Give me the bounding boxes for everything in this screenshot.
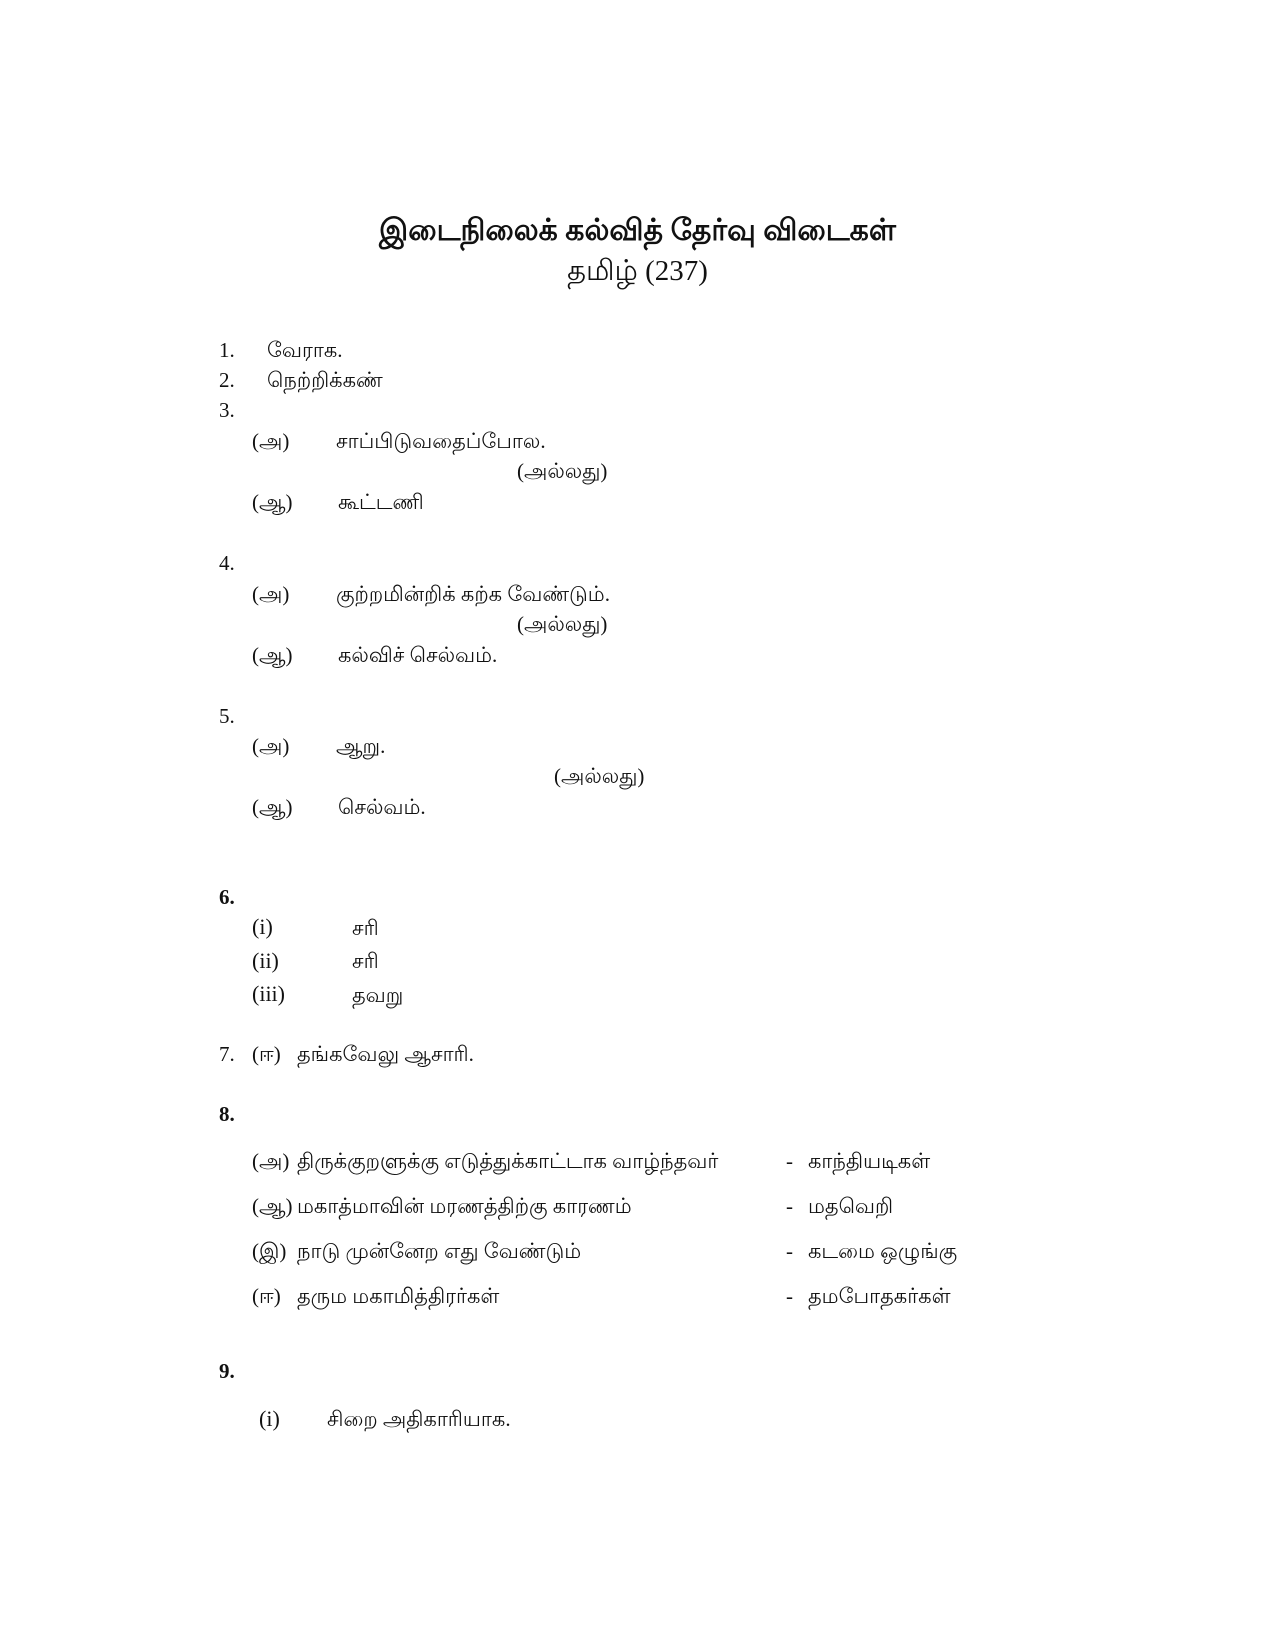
page-title: இடைநிலைக் கல்வித் தேர்வு விடைகள் [379, 214, 896, 247]
question-number: 1. [219, 338, 235, 362]
match-left-text: தரும மகாமித்திரர்கள் [297, 1284, 500, 1308]
or-separator: (அல்லது) [517, 612, 608, 636]
option-label: (அ) [252, 734, 290, 758]
match-dash: - [786, 1284, 793, 1308]
option-label: (ஆ) [252, 643, 293, 667]
answer-text: ஆறு. [336, 734, 386, 758]
match-dash: - [786, 1194, 793, 1218]
answer-text: சாப்பிடுவதைப்போல. [336, 429, 546, 453]
option-label: (அ) [252, 582, 290, 606]
answer-text: தவறு [352, 983, 404, 1007]
option-label: (ii) [252, 948, 279, 973]
answer-text: வேராக. [267, 338, 343, 362]
question-number: 3. [219, 398, 235, 422]
answer-text: நெற்றிக்கண் [267, 368, 383, 392]
answer-text: செல்வம். [338, 795, 426, 819]
or-separator: (அல்லது) [517, 459, 608, 483]
option-label: (i) [259, 1406, 280, 1431]
option-label: (ஆ) [252, 490, 293, 514]
page-subtitle: தமிழ் (237) [567, 255, 708, 287]
question-number: 9. [219, 1359, 235, 1383]
match-right-text: கடமை ஒழுங்கு [808, 1239, 958, 1263]
or-separator: (அல்லது) [554, 764, 645, 788]
match-left-text: மகாத்மாவின் மரணத்திற்கு காரணம் [297, 1194, 632, 1218]
match-right-text: மதவெறி [808, 1194, 894, 1218]
answer-text: கூட்டணி [338, 490, 424, 514]
question-number: 6. [219, 885, 235, 909]
option-label: (ஈ) [252, 1042, 281, 1066]
option-label: (ஈ) [252, 1284, 281, 1308]
match-dash: - [786, 1149, 793, 1173]
answer-text: சரி [352, 949, 379, 973]
question-number: 2. [219, 368, 235, 392]
option-label: (iii) [252, 981, 285, 1006]
match-left-text: திருக்குறளுக்கு எடுத்துக்காட்டாக வாழ்ந்தவர் [297, 1149, 719, 1173]
option-label: (ஆ) [252, 795, 293, 819]
match-dash: - [786, 1239, 793, 1263]
answer-text: சரி [352, 916, 379, 940]
match-right-text: காந்தியடிகள் [808, 1149, 931, 1173]
question-number: 7. [219, 1042, 235, 1066]
option-label: (அ) [252, 1149, 290, 1173]
answer-text: கல்விச் செல்வம். [338, 643, 498, 667]
answer-text: தங்கவேலு ஆசாரி. [297, 1042, 474, 1066]
option-label: (ஆ) [252, 1194, 293, 1218]
answer-text: குற்றமின்றிக் கற்க வேண்டும். [336, 582, 610, 606]
option-label: (இ) [252, 1239, 287, 1263]
question-number: 4. [219, 551, 235, 575]
option-label: (அ) [252, 429, 290, 453]
match-right-text: தமபோதகர்கள் [808, 1284, 951, 1308]
question-number: 8. [219, 1102, 235, 1126]
option-label: (i) [252, 914, 273, 939]
match-left-text: நாடு முன்னேற எது வேண்டும் [297, 1239, 582, 1263]
question-number: 5. [219, 704, 235, 728]
answer-text: சிறை அதிகாரியாக. [327, 1407, 511, 1431]
